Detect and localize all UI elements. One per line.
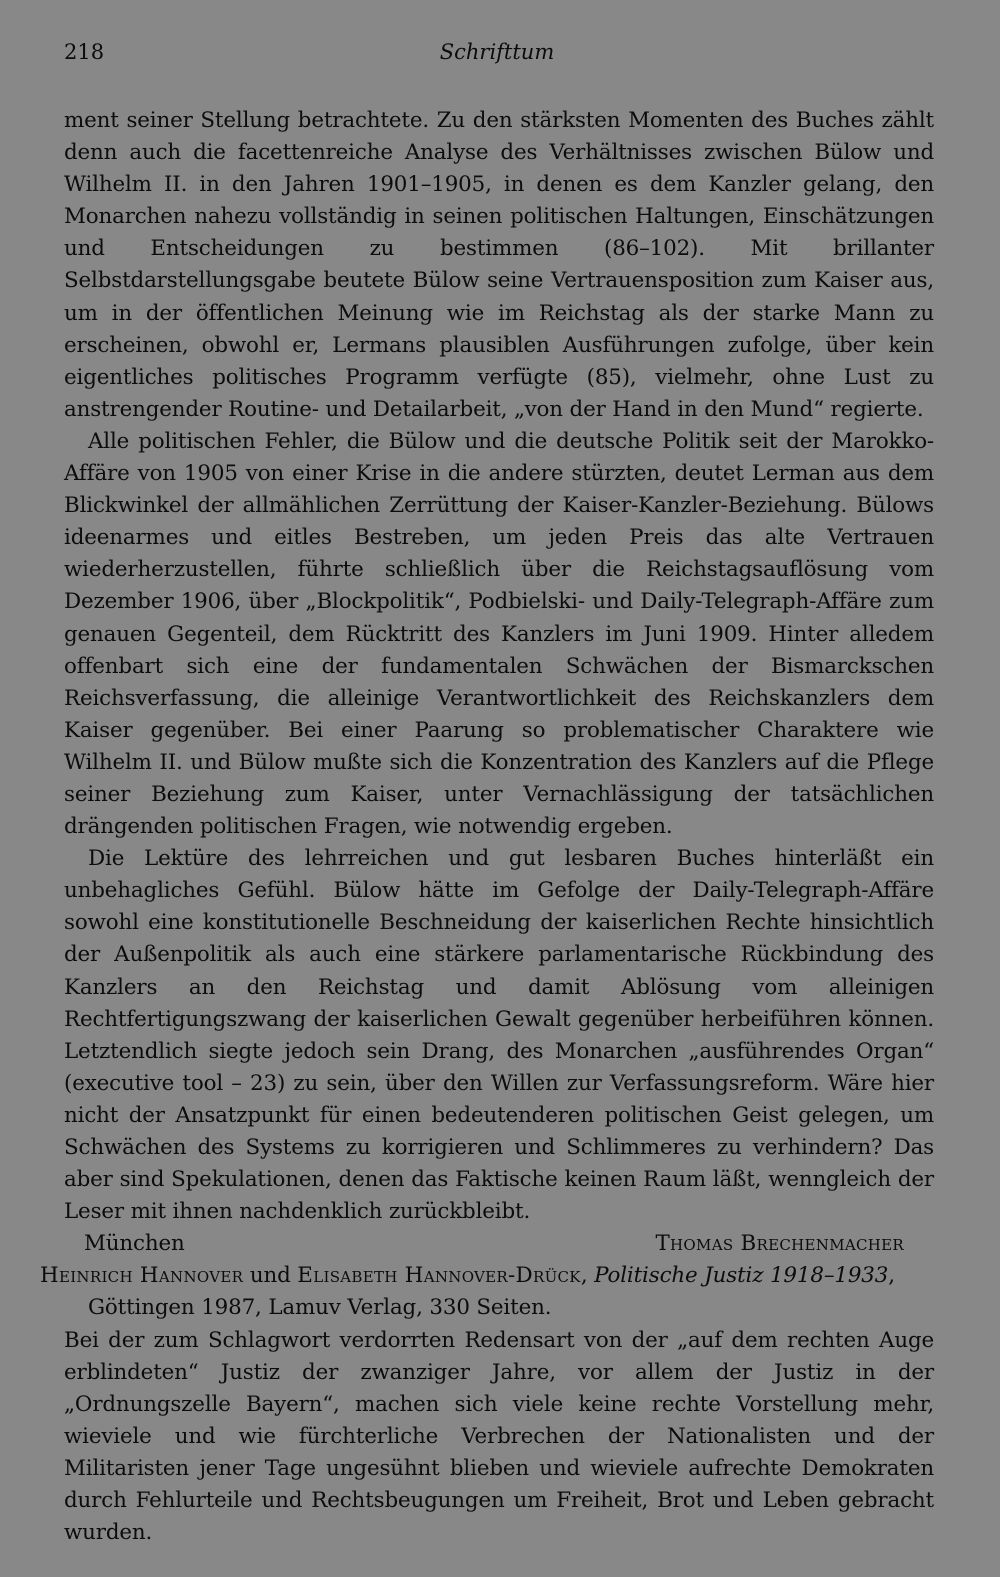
review-citation: [40, 1260, 934, 1324]
running-head: Schrifttum: [439, 40, 555, 64]
page-number: 218: [64, 40, 105, 64]
paragraph: ment seiner Stellung betrachtete. Zu den stärksten Momenten des Buches zählt denn auch die facettenreiche Analyse des Verhältnisses zwischen Bülow und Wilhelm II. in den Jahren 1901–1905, in denen es dem Kanzler gelang, den Monarchen nahezu vollständig in seinen politischen Haltungen, Einschätzungen und Entscheidungen zu bestimmen (86–102). Mit brillanter Selbstdarstellungsgabe beutete Bülow seine Vertrauensposition zum Kaiser aus, um in der öffentlichen Meinung wie im Reichstag als der starke Mann zu erscheinen, obwohl er, Lermans plausiblen Ausführungen zufolge, über kein eigentliches politisches Programm verfügte (85), vielmehr, ohne Lust zu anstrengender Routine- und Detailarbeit, „von der Hand in den Mund“ regierte.: [64, 108, 934, 422]
signature-place: München: [84, 1231, 185, 1257]
paragraph: Bei der zum Schlagwort verdorrten Redensart von der „auf dem rechten Auge erblindeten“ Justiz der zwanziger Jahre, vor allem der Justiz in der „Ordnungszelle Bayern“, machen sich viele keine rechte Vorstellung mehr, wieviele und wie fürchterliche Verbrechen der Nationalisten und der Militaristen jener Tage ungesühnt blieben und wieviele aufrechte Demokraten durch Fehlurteile und Rechtsbeugungen um Freiheit, Brot und Leben gebracht wurden.: [64, 1327, 934, 1546]
citation-details: , Göttingen 1987, Lamuv Verlag, 330 Seiten.: [88, 1263, 895, 1321]
paragraph: Die Lektüre des lehrreichen und gut lesbaren Buches hinterläßt ein unbehagliches Gefühl. Bülow hätte im Gefolge der Daily-Telegraph-Affäre sowohl eine konstitutionelle Beschneidung der kaiserlichen Rechte hinsichtlich der Außenpolitik als auch eine stärkere parlamentarische Rückbindung des Kanzlers an den Reichstag und damit Ablösung vom alleinigen Rechtfertigungszwang der kaiserlichen Gewalt gegenüber herbeiführen können. Letztendlich siegte jedoch sein Drang, des Monarchen „ausführendes Organ“ (executive tool – 23) zu sein, über den Willen zur Verfassungsreform. Wäre hier nicht der Ansatzpunkt für einen bedeutenderen politischen Geist gelegen, um Schwächen des Systems zu korrigieren und Schlimmeres zu verhindern? Das aber sind Spekulationen, denen das Faktische keinen Raum läßt, wenngleich der Leser mit ihnen nachdenklich zurückbleibt.: [64, 846, 934, 1225]
citation-title: Politische Justiz 1918–1933: [594, 1263, 889, 1289]
citation-author: Elisabeth Hannover-Drück: [297, 1263, 581, 1289]
paragraph: Alle politischen Fehler, die Bülow und die deutsche Politik seit der Marokko-Affäre von 1905 von einer Krise in die andere stürzten, deutet Lerman aus dem Blickwinkel der allmählichen Zerrüttung der Kaiser-Kanzler-Beziehung. Bülows ideenarmes und eitles Bestreben, um jeden Preis das alte Vertrauen wiederherzustellen, führte schließlich über die Reichstagsauflösung vom Dezember 1906, über „Blockpolitik“, Podbielski- und Daily-Telegraph-Affäre zum genauen Gegenteil, dem Rücktritt des Kanzlers im Juni 1909. Hinter alledem offenbart sich eine der fundamentalen Schwächen der Bismarckschen Reichsverfassung, die alleinige Verantwortlichkeit des Reichskanzlers dem Kaiser gegenüber. Bei einer Paarung so problematischer Charaktere wie Wilhelm II. und Bülow mußte sich die Konzentration des Kanzlers auf die Pflege seiner Beziehung zum Kaiser, unter Vernachlässigung der tatsächlichen drängenden politischen Fragen, wie notwendig ergeben.: [64, 428, 934, 840]
signature-author: Thomas Brechenmacher: [655, 1231, 904, 1257]
review-signature: [64, 1228, 934, 1260]
page-header: [64, 40, 930, 72]
citation-connector: und: [243, 1263, 298, 1289]
citation-separator: ,: [580, 1263, 595, 1289]
page-body: [40, 105, 934, 1549]
citation-author: Heinrich Hannover: [40, 1263, 244, 1289]
